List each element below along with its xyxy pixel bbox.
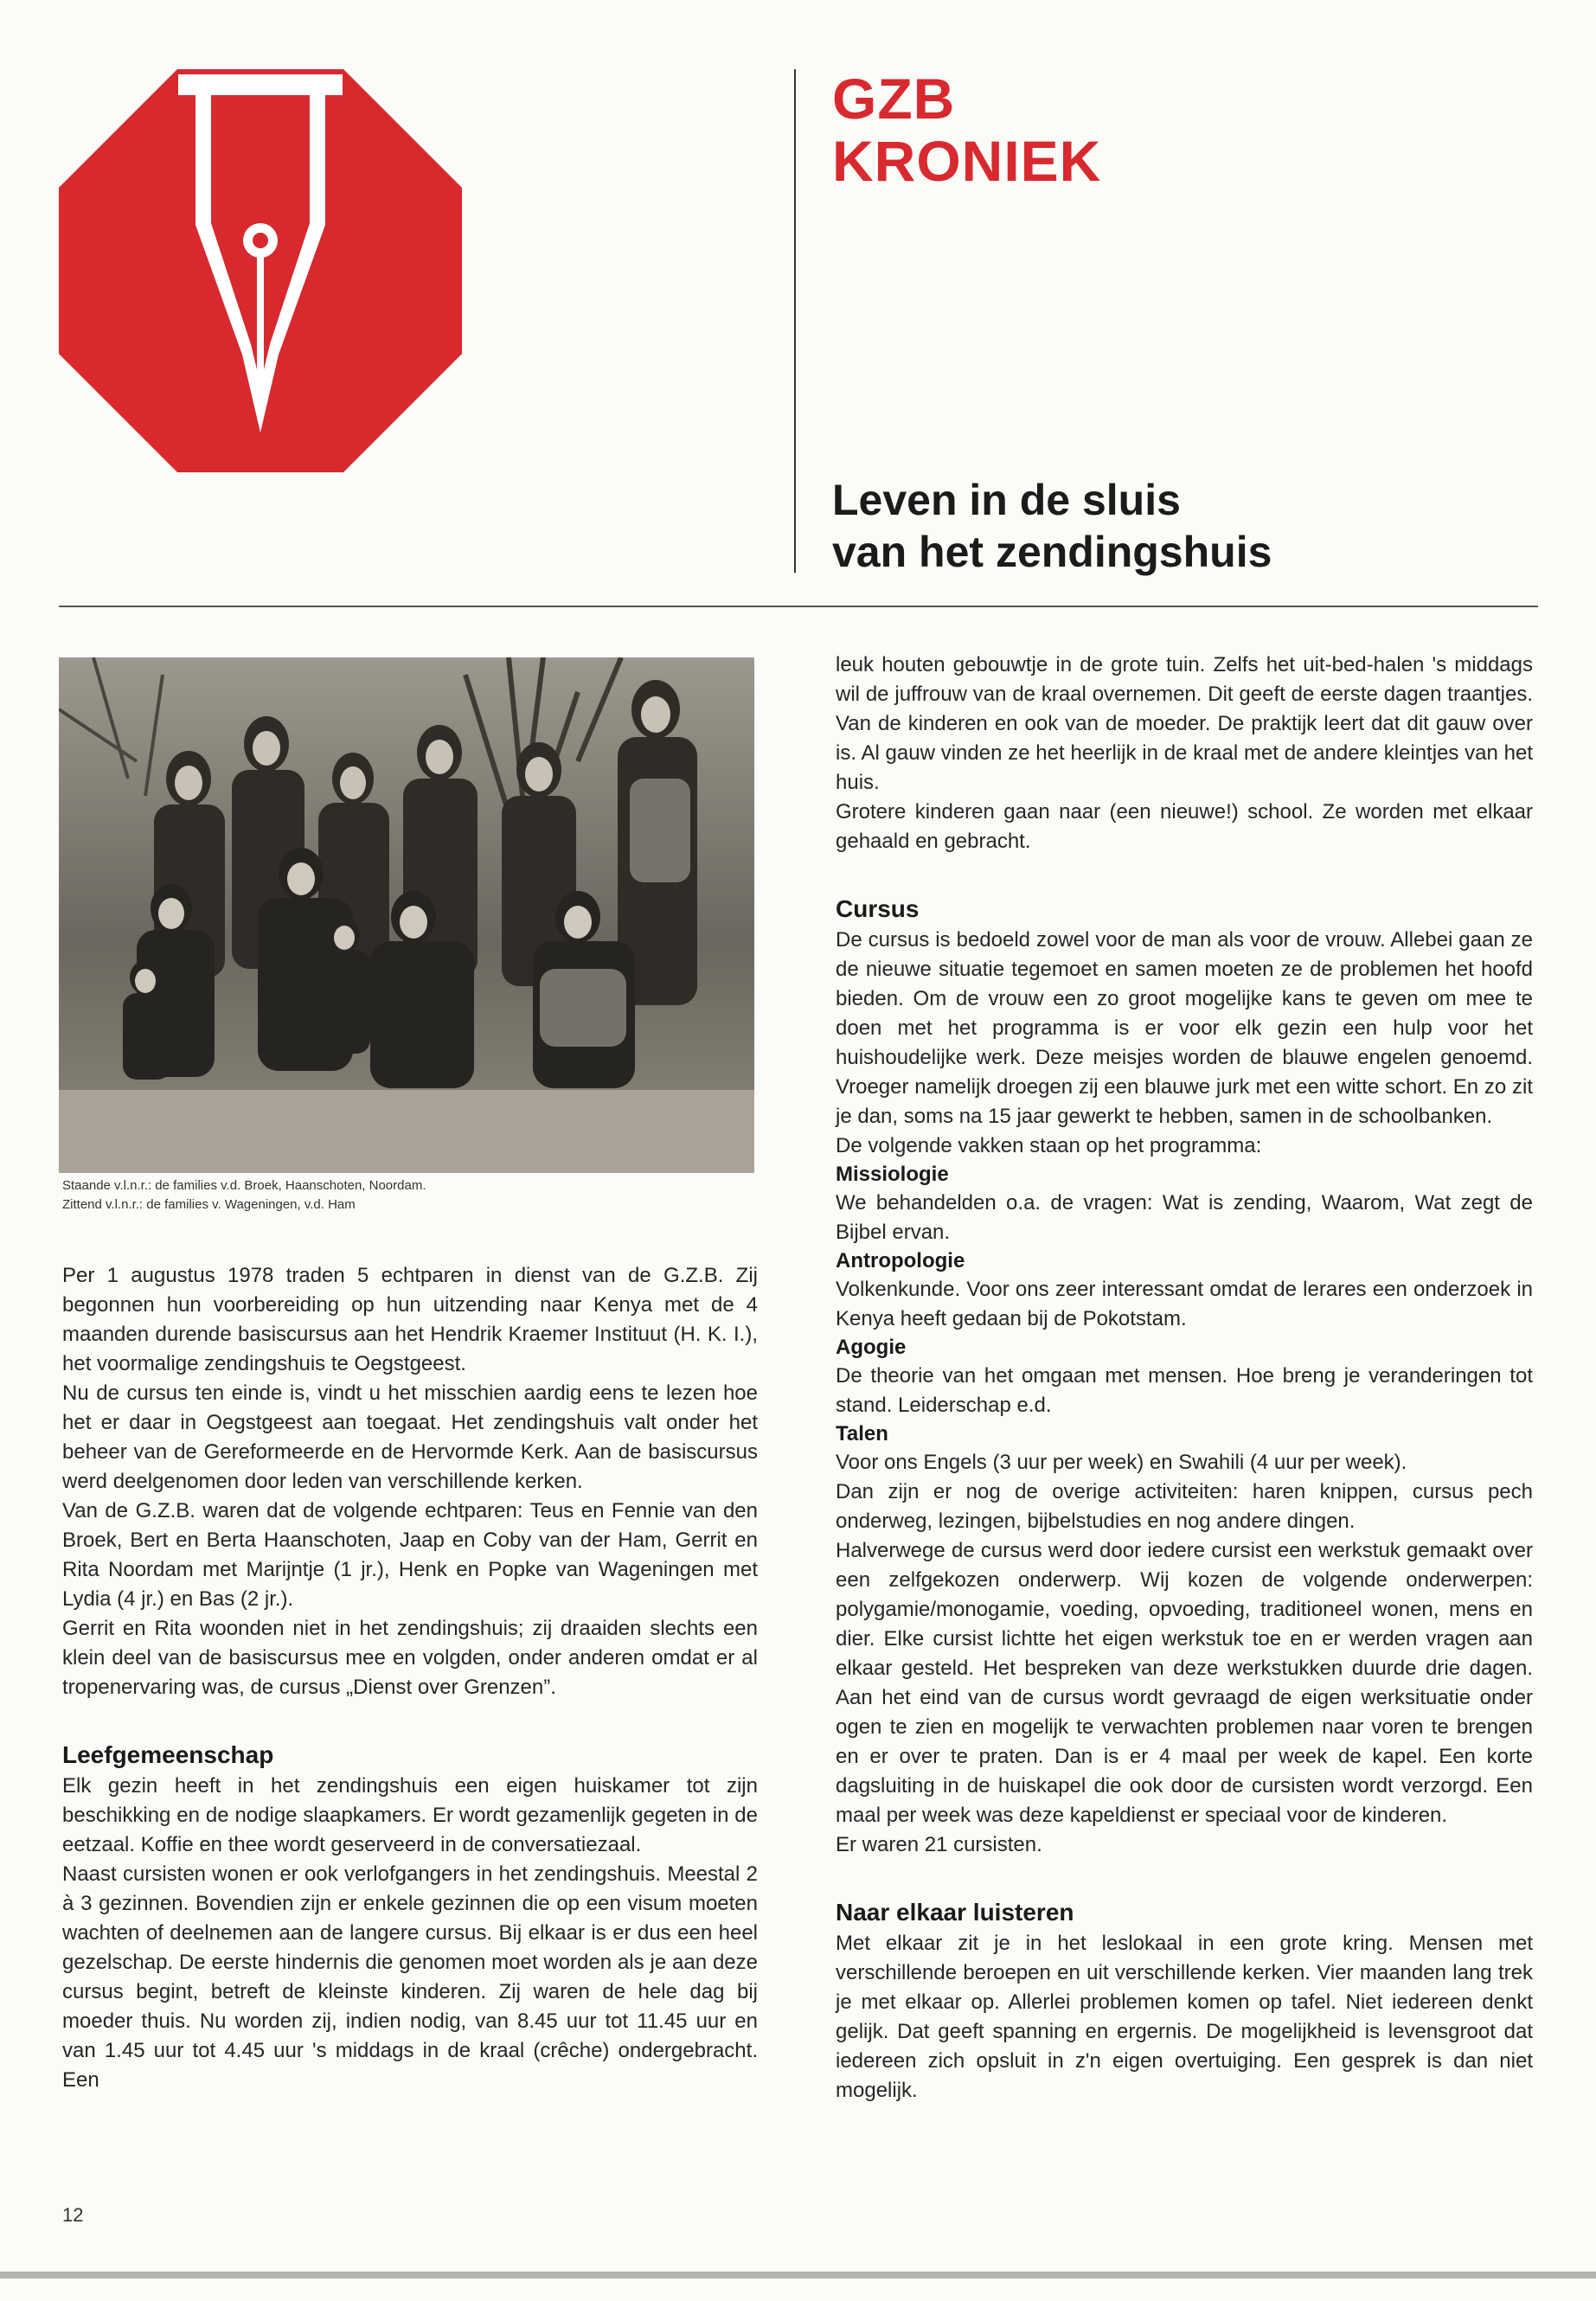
paragraph: Grotere kinderen gaan naar (een nieuwe!) school. Ze worden met elkaar gehaald en gebracht. [836,800,1533,853]
paragraph: De theorie van het omgaan met mensen. Hoe breng je veranderingen tot stand. Leiderschap e.d. [836,1364,1533,1417]
subheading-missiologie: Missiologie [836,1163,949,1186]
paragraph: Voor ons Engels (3 uur per week) en Swahili (4 uur per week). [836,1451,1407,1474]
scan-edge [0,2272,1596,2279]
subheading-agogie: Agogie [836,1336,907,1359]
right-column [836,651,1533,2106]
paragraph: De volgende vakken staan op het programma: [836,1134,1262,1157]
magazine-brand [832,67,1101,192]
paragraph: Elk gezin heeft in het zendingshuis een eigen huiskamer tot zijn beschikking en de nodige slaapkamers. Er wordt gezamenlijk gegeten in de eetzaal. Koffie en thee wordt geserveerd in de conversatiezaal. [62,1774,758,1856]
subheading-talen: Talen [836,1422,888,1445]
paragraph: Dan zijn er nog de overige activiteiten: haren knippen, cursus pech onderweg, lezingen, bijbelstudies en nog andere dingen. [836,1480,1533,1533]
paragraph: Naast cursisten wonen er ook verlofgangers in het zendingshuis. Meestal 2 à 3 gezinnen. Bovendien zijn er enkele gezinnen die op een visum moeten wachten of deelnemen aan de langere cursus. Bij elkaar is er dus een heel gezelschap. De eerste hindernis die genomen moet worden als je aan deze cursus begint, betreft de kleinste kinderen. Zij waren de hele dag bij moeder thuis. Nu worden zij, indien nodig, van 8.45 uur tot 11.45 uur en van 1.45 uur tot 4.45 uur 's middags in de kraal (crêche) ondergebracht. Een [62,1862,758,2092]
article-title-line-2: van het zendingshuis [832,528,1272,576]
paragraph: leuk houten gebouwtje in de grote tuin. Zelfs het uit-bed-halen 's middags wil de juffrouw van de kraal overnemen. Dit geeft de eerste dagen traantjes. Van de kinderen en ook van de moeder. De praktijk leert dat dit gauw over is. Al gauw vinden ze het heerlijk in de kraal met de andere kleintjes van het huis. [836,653,1533,794]
paragraph: Halverwege de cursus werd door iedere cursist een werkstuk gemaakt over een zelfgekozen onderwerp. Wij kozen de volgende onderwerpen: polygamie/monogamie, voeding, opvoeding, traditioneel wonen, mens en dier. Elke cursist lichtte het eigen werkstuk toe en er werden vragen aan elkaar gesteld. Het bespreken van deze werkstukken duurde drie dagen. Aan het eind van de cursus wordt gevraagd de eigen werksituatie onder ogen te zien en mogelijk te verwachten problemen naar voren te brengen en er over te praten. Dan is er 4 maal per week de kapel. Een korte dagsluiting in de huiskapel die ook door de cursisten wordt verzorgd. Een maal per week was deze kapeldienst er speciaal voor de kinderen. [836,1539,1533,1827]
paragraph: We behandelden o.a. de vragen: Wat is zending, Waarom, Wat zegt de Bijbel ervan. [836,1191,1533,1244]
section-heading-leefgemeenschap: Leefgemeenschap [62,1741,274,1768]
photo-caption [62,1176,426,1215]
caption-line-1: Staande v.l.n.r.: de families v.d. Broek, Haanschoten, Noordam. [62,1178,426,1193]
paragraph: Per 1 augustus 1978 traden 5 echtparen in dienst van de G.Z.B. Zij begonnen hun voorbereiding op hun uitzending naar Kenya met de 4 maanden durende basiscursus aan het Hendrik Kraemer Instituut (H. K. I.), het voormalige zendingshuis te Oegstgeest. [62,1264,758,1375]
caption-line-2: Zittend v.l.n.r.: de families v. Wageningen, v.d. Ham [62,1197,356,1212]
header-divider-horizontal [59,606,1538,607]
page-number: 12 [62,2204,84,2226]
brand-line-2: KRONIEK [832,129,1102,193]
paragraph: Volkenkunde. Voor ons zeer interessant omdat de lerares een onderzoek in Kenya heeft gedaan bij de Pokotstam. [836,1278,1533,1330]
subheading-antropologie: Antropologie [836,1249,965,1272]
group-photo [59,657,754,1173]
header-divider-vertical [794,69,796,573]
paragraph: Met elkaar zit je in het leslokaal in een grote kring. Mensen met verschillende beroepen en uit verschillende kerken. Vier maanden lang trek je met elkaar op. Allerlei problemen komen op tafel. Niet iedereen denkt gelijk. Dat geeft spanning en ergernis. De mogelijkheid is levensgroot dat iedereen zich opsluit in z'n eigen overtuiging. Een gesprek is dan niet mogelijk. [836,1932,1533,2102]
fountain-pen-nib-icon [59,69,462,472]
paragraph: Nu de cursus ten einde is, vindt u het misschien aardig eens te lezen hoe het er daar in Oegstgeest aan toegaat. Het zendingshuis valt onder het beheer van de Gereformeerde en de Hervormde Kerk. Aan de basiscursus werd deelgenomen door leden van verschillende kerken. [62,1381,758,1493]
article-title [832,474,1272,578]
paragraph: Van de G.Z.B. waren dat de volgende echtparen: Teus en Fennie van den Broek, Bert en Berta Haanschoten, Jaap en Coby van der Ham, Gerrit en Rita Noordam met Marijntje (1 jr.), Henk en Popke van Wageningen met Lydia (4 jr.) en Bas (2 jr.). [62,1499,758,1611]
brand-line-1: GZB [832,67,956,131]
paragraph: Er waren 21 cursisten. [836,1833,1042,1856]
section-heading-naar-elkaar-luisteren: Naar elkaar luisteren [836,1899,1074,1926]
paragraph: De cursus is bedoeld zowel voor de man als voor de vrouw. Allebei gaan ze de nieuwe situatie tegemoet en samen moeten ze de problemen het hoofd bieden. Om de vrouw een zo groot mogelijke kans te geven om mee te doen met het programma is er voor elk gezin een hulp voor het huishoudelijke werk. Deze meisjes worden de blauwe engelen genoemd. Vroeger namelijk droegen zij een blauwe jurk met een witte schort. En zo zit je dan, soms na 15 jaar gewerkt te hebben, samen in de schoolbanken. [836,928,1533,1128]
section-heading-cursus: Cursus [836,895,920,922]
left-column [62,1261,758,2095]
article-title-line-1: Leven in de sluis [832,476,1181,524]
paragraph: Gerrit en Rita woonden niet in het zendingshuis; zij draaiden slechts een klein deel van de basiscursus mee en volgden, onder anderen omdat er al tropenervaring was, de cursus „Dienst over Grenzen”. [62,1617,758,1699]
